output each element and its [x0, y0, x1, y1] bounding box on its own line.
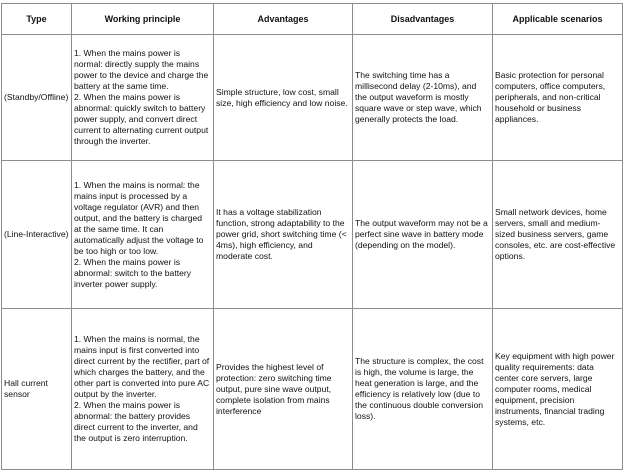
- cell-advantages: Provides the highest level of protection: zero switching time output, pure sine wave output, complete isolation from mains interference: [214, 309, 353, 470]
- cell-advantages: It has a voltage stabilization function, strong adaptability to the power grid, short switching time (< 4ms), high efficiency, and moderate cost.: [214, 161, 353, 309]
- header-type: Type: [2, 4, 72, 35]
- header-advantages: Advantages: [214, 4, 353, 35]
- cell-advantages: Simple structure, low cost, small size, high efficiency and low noise.: [214, 35, 353, 161]
- cell-disadvantages: The output waveform may not be a perfect sine wave in battery mode (depending on the model).: [353, 161, 493, 309]
- cell-type: Hall current sensor: [2, 309, 72, 470]
- header-row: [2, 4, 623, 35]
- cell-disadvantages: The structure is complex, the cost is high, the volume is large, the heat generation is large, and the efficiency is relatively low (due to the continuous double conversion loss).: [353, 309, 493, 470]
- ups-comparison-table: [1, 3, 623, 470]
- cell-disadvantages: The switching time has a millisecond delay (2-10ms), and the output waveform is mostly square wave or step wave, which generally protects the load.: [353, 35, 493, 161]
- table-row: [2, 161, 623, 309]
- header-applicable-scenarios: Applicable scenarios: [493, 4, 623, 35]
- cell-applicable-scenarios: Small network devices, home servers, small and medium-sized business servers, game consoles, etc. are cost-effective options.: [493, 161, 623, 309]
- cell-applicable-scenarios: Basic protection for personal computers, office computers, peripherals, and non-critical household or business appliances.: [493, 35, 623, 161]
- cell-type: (Standby/Offline): [2, 35, 72, 161]
- table-row: [2, 35, 623, 161]
- header-working-principle: Working principle: [72, 4, 214, 35]
- table-row: [2, 309, 623, 470]
- cell-applicable-scenarios: Key equipment with high power quality requirements: data center core servers, large computer rooms, medical equipment, precision instruments, financial trading systems, etc.: [493, 309, 623, 470]
- cell-type: (Line-Interactive): [2, 161, 72, 309]
- header-disadvantages: Disadvantages: [353, 4, 493, 35]
- cell-working-principle: 1. When the mains is normal, the mains input is first converted into direct current by the rectifier, part of which charges the battery, and the other part is converted into pure AC output by the inverter. 2. When the mains power is abnormal: the battery provides direct current to the inverter, and the output is zero interruption.: [72, 309, 214, 470]
- cell-working-principle: 1. When the mains is normal: the mains input is processed by a voltage regulator (AVR) and then output, and the battery is charged at the same time. It can automatically adjust the voltage to be too high or too low. 2. When the mains power is abnormal: switch to the battery inverter power supply.: [72, 161, 214, 309]
- cell-working-principle: 1. When the mains power is normal: directly supply the mains power to the device and charge the battery at the same time. 2. When the mains power is abnormal: quickly switch to battery power supply, and convert direct current to alternating current output through the inverter.: [72, 35, 214, 161]
